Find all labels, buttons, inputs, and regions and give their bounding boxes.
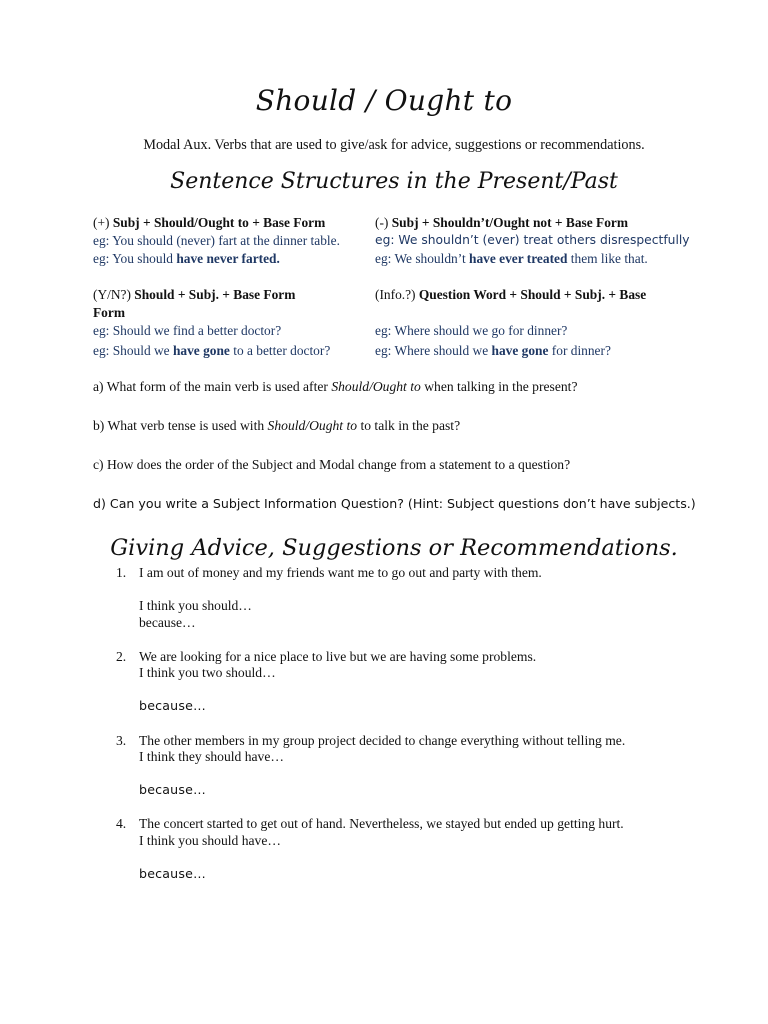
question-b-pre: b) What verb tense is used with: [93, 418, 268, 433]
question-b: [93, 418, 460, 434]
positive-rule-text: Subj + Should/Ought to + Base Form: [112, 215, 326, 230]
info-example-2: [375, 342, 611, 359]
item-because: because…: [139, 615, 196, 630]
info-rule-line2: Form: [93, 305, 125, 320]
positive-example-1: eg: You should (never) fart at the dinner table.: [93, 233, 340, 248]
question-a: [93, 379, 577, 395]
positive-example-2: [93, 250, 280, 267]
item-prompt: I think you should…: [139, 598, 252, 613]
negative-example-1: eg: We shouldn’t (ever) treat others disrespectfully: [375, 233, 690, 247]
item-text: I am out of money and my friends want me to go out and party with them.: [139, 565, 542, 580]
question-a-post: when talking in the present?: [420, 379, 578, 394]
negative-rule-text: Subj + Shouldn’t/Ought not + Base Form: [391, 215, 628, 230]
info-ex2-part-c: for dinner?: [548, 343, 611, 358]
item-because: because…: [139, 866, 206, 881]
yesno-ex2-bold: have gone: [172, 343, 230, 358]
item-prompt: I think they should have…: [139, 749, 284, 764]
info-rule: [375, 286, 646, 303]
negative-ex2-part-a: eg: We shouldn’t: [375, 251, 470, 266]
positive-prefix: (+): [93, 215, 113, 230]
info-example-1: eg: Where should we go for dinner?: [375, 323, 568, 338]
positive-ex2-bold: have never farted.: [176, 251, 280, 266]
info-ex2-bold: have gone: [491, 343, 549, 358]
question-b-post: to talk in the past?: [357, 418, 461, 433]
item-because: because…: [139, 698, 206, 713]
question-a-italic: Should/Ought to: [331, 379, 421, 394]
yesno-rule: [93, 286, 295, 303]
section-heading-structures: Sentence Structures in the Present/Past: [170, 169, 618, 194]
positive-ex2-part-a: eg: You should: [93, 251, 177, 266]
intro-text: Modal Aux. Verbs that are used to give/ask for advice, suggestions or recommendations.: [143, 137, 645, 153]
item-number: 2.: [116, 649, 127, 664]
item-text: We are looking for a nice place to live but we are having some problems.: [139, 649, 537, 664]
yesno-ex2-part-c: to a better doctor?: [229, 343, 331, 358]
item-text: The other members in my group project decided to change everything without telling me.: [139, 733, 626, 748]
negative-rule: [375, 214, 628, 231]
negative-prefix: (-): [375, 215, 392, 230]
yesno-example-2: [93, 342, 330, 359]
yesno-example-1: eg: Should we find a better doctor?: [93, 323, 282, 338]
positive-rule: [93, 214, 325, 231]
info-prefix: (Info.?): [375, 287, 419, 302]
question-c: c) How does the order of the Subject and Modal change from a statement to a question?: [93, 457, 571, 472]
item-prompt: I think you two should…: [139, 665, 276, 680]
negative-ex2-bold: have ever treated: [469, 251, 568, 266]
page-title: Should / Ought to: [255, 84, 513, 117]
yesno-ex2-part-a: eg: Should we: [93, 343, 173, 358]
info-ex2-part-a: eg: Where should we: [375, 343, 492, 358]
item-text: The concert started to get out of hand. Nevertheless, we stayed but ended up getting hurt.: [139, 816, 624, 831]
negative-example-2: [375, 250, 648, 267]
item-number: 1.: [116, 565, 127, 580]
negative-ex2-part-c: them like that.: [567, 251, 648, 266]
item-prompt: I think you should have…: [139, 833, 281, 848]
item-because: because…: [139, 782, 206, 797]
question-a-pre: a) What form of the main verb is used after: [93, 379, 332, 394]
yesno-rule-text: Should + Subj. + Base Form: [134, 287, 296, 302]
item-number: 3.: [116, 733, 127, 748]
info-rule-line1: Question Word + Should + Subj. + Base: [418, 287, 647, 302]
info-rule-wrap: [93, 304, 125, 321]
section-heading-advice: Giving Advice, Suggestions or Recommendations.: [110, 535, 678, 561]
yesno-prefix: (Y/N?): [93, 287, 135, 302]
question-d: d) Can you write a Subject Information Question? (Hint: Subject questions don’t have subjects.): [93, 496, 696, 511]
question-b-italic: Should/Ought to: [267, 418, 358, 433]
item-number: 4.: [116, 816, 127, 831]
